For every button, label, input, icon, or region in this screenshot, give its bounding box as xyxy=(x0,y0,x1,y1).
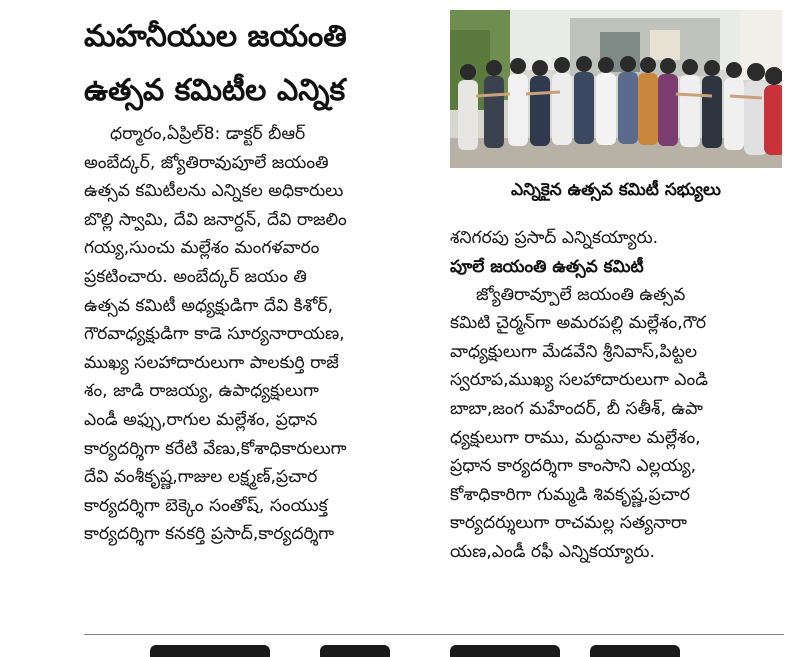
body-line: బొల్లి స్వామి, దేవి జనార్దన్, దేవి రాజలిం xyxy=(84,209,347,230)
section-subheading: పూలే జయంతి ఉత్సవ కమిటీ xyxy=(450,256,644,277)
body-line: కార్యదర్శులుగా రాచమల్ల సత్యనారా xyxy=(450,513,688,534)
body-line: ధ్యక్షులుగా రాము, మద్దునాల మల్లేశం, xyxy=(450,427,701,448)
body-line: కార్యదర్శిగా కరేటి వేణు,కోశాధికారులుగా xyxy=(84,438,347,459)
body-line: ఉత్సవ కమిటీ అధ్యక్షుడిగా దేవి కిశోర్, xyxy=(84,295,334,316)
body-line: ధర్మారం,ఏప్రిల్8: డాక్టర్ బీఆర్ xyxy=(110,124,306,144)
body-line: ముఖ్య సలహాదారులుగా పాలకుర్తి రాజే xyxy=(84,352,339,373)
body-line: కార్యదర్శిగా కనకర్తి ప్రసాద్,కార్యదర్శిగా xyxy=(84,524,335,545)
body-line: కోశాధికారిగా గుమ్మడి శివకృష్ణ,ప్రచార xyxy=(450,484,690,505)
cut-off-next-headline xyxy=(150,645,750,657)
body-line: స్వరూప,ముఖ్య సలహాదారులుగా ఎండి xyxy=(450,370,708,391)
body-line: గయ్య,సుంచు మల్లేశం మంగళవారం xyxy=(84,238,320,259)
body-line: కార్యదర్శిగా బెక్కెం సంతోష్, సంయుక్త xyxy=(84,495,328,516)
body-line: ప్రకటించారు. అంబేద్కర్ జయం తి xyxy=(84,266,307,287)
body-line: వాధ్యక్షులుగా మేడవేని శ్రీనివాస్,పిట్టల xyxy=(450,341,698,362)
body-line: ప్రధాన కార్యదర్శిగా కాంసాని ఎల్లయ్య, xyxy=(450,456,697,477)
headline xyxy=(84,10,424,118)
right-column xyxy=(450,224,782,567)
body-line: ఎండీ అఫ్సు,రాగుల మల్లేశం, ప్రధాన xyxy=(84,409,318,430)
body-line: శనిగరపు ప్రసాద్ ఎన్నికయ్యారు. xyxy=(450,228,659,248)
headline-line-1: మహనీయుల జయంతి xyxy=(84,19,347,54)
body-line: గౌరవాధ్యక్షుడిగా కాడె సూర్యనారాయణ, xyxy=(84,324,345,345)
body-line: అంబేద్కర్, జ్యోతిరావుపూలే జయంతి xyxy=(84,152,329,173)
body-line: దేవి వంశీకృష్ణ,గాజుల లక్ష్మణ్,ప్రచార xyxy=(84,467,318,488)
body-line: ఉత్సవ కమిటీలను ఎన్నికల అధికారులు xyxy=(84,181,344,202)
photo-caption: ఎన్నికైన ఉత్సవ కమిటీ సభ్యులు xyxy=(511,180,721,200)
left-column xyxy=(84,120,436,549)
section-divider xyxy=(84,634,784,635)
group-photo-illustration xyxy=(450,10,782,168)
headline-line-2: ఉత్సవ కమిటీల ఎన్నిక xyxy=(84,73,346,108)
body-line: జ్యోతిరావ్పూలే జయంతి ఉత్సవ xyxy=(476,284,686,305)
body-line: శం, జాడి రాజయ్య, ఉపాధ్యక్షులుగా xyxy=(84,381,319,402)
body-line: బాబా,జంగ మహేందర్, బీ సతీశ్, ఉపా xyxy=(450,398,703,419)
committee-group-photo xyxy=(450,10,782,168)
body-line: కమిటి చైర్మన్‌గా అమరపల్లి మల్లేశం,గౌర xyxy=(450,313,707,334)
body-line: యణ,ఎండీ రఫీ ఎన్నికయ్యారు. xyxy=(450,541,655,562)
